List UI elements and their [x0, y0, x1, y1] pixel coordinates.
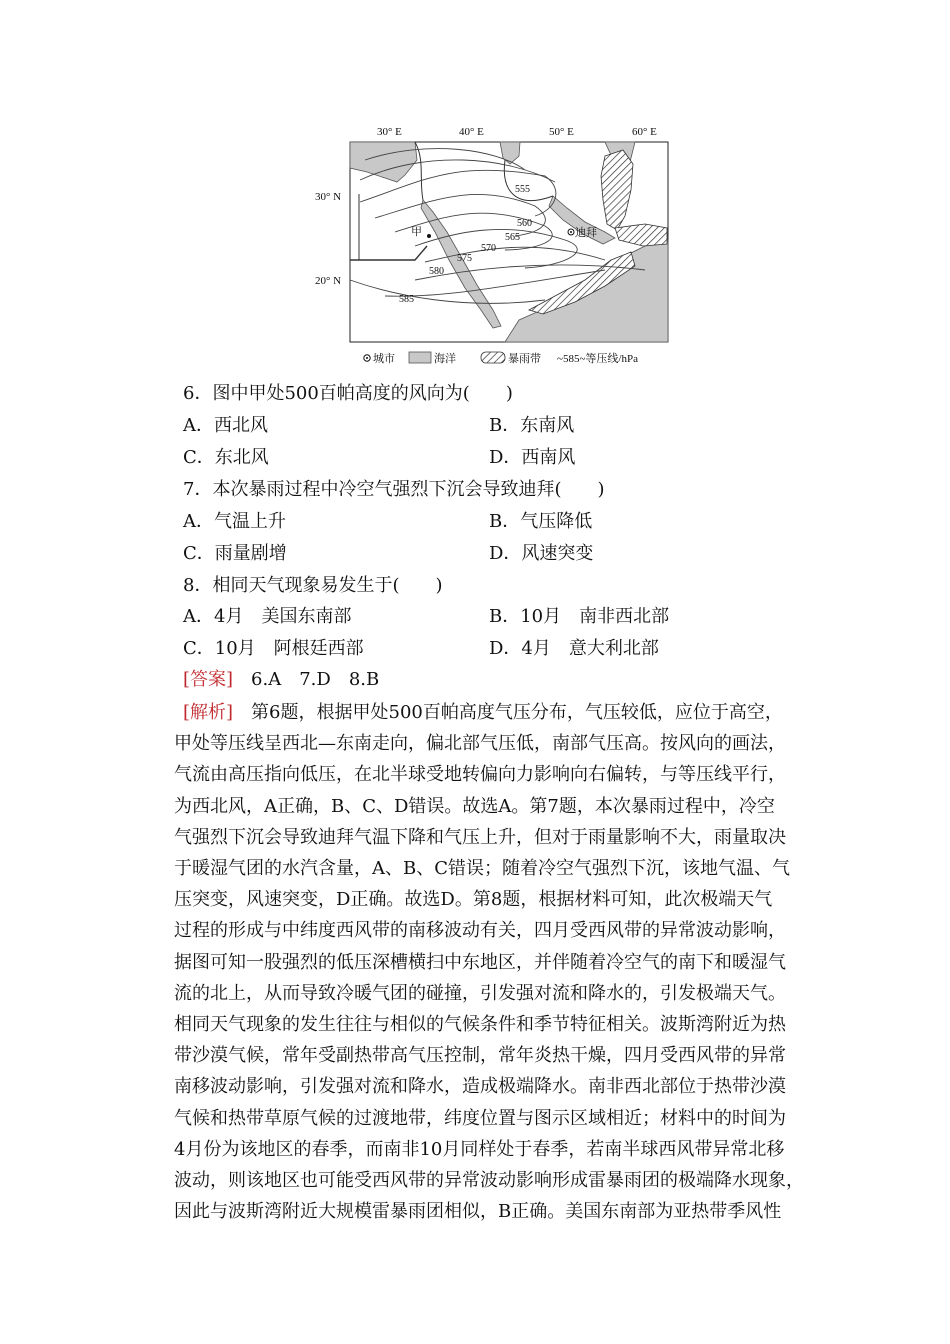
isobar-label: 585 — [399, 294, 414, 305]
question-7-stem: 7．本次暴雨过程中冷空气强烈下沉会导致迪拜( ) — [183, 479, 605, 500]
question-7-option-d: D．风速突变 — [489, 543, 594, 564]
question-6-option-c: C．东北风 — [183, 447, 269, 468]
question-8-option-b: B．10月 南非西北部 — [489, 606, 670, 627]
isobar-label: 580 — [429, 266, 444, 277]
analysis-line: 甲处等压线呈西北—东南走向，偏北部气压低，南部气压高。按风向的画法， — [174, 733, 786, 755]
question-8-option-a: A．4月 美国东南部 — [183, 606, 352, 627]
isobar-label: 570 — [481, 243, 496, 254]
analysis-line: 为西北风，A正确，B、C、D错误。故选A。第7题，本次暴雨过程中，冷空 — [174, 795, 775, 817]
analysis-line: 流的北上，从而导致冷暖气团的碰撞，引发强对流和降水的，引发极端天气。 — [174, 982, 786, 1004]
lon-label-40: 40° E — [459, 126, 484, 138]
analysis-line: 因此与波斯湾附近大规模雷暴雨团相似，B正确。美国东南部为亚热带季风性 — [174, 1201, 782, 1223]
map-legend — [364, 351, 638, 365]
answer-tag: [答案] — [183, 669, 234, 690]
isobar-label: 560 — [517, 218, 532, 229]
analysis-line: 于暖湿气团的水汽含量，A、B、C错误；随着冷空气强烈下沉，该地气温、气 — [174, 858, 790, 880]
place-dubai-label: 迪拜 — [575, 227, 597, 239]
question-8-option-c: C．10月 阿根廷西部 — [183, 638, 364, 659]
question-6-option-a: A．西北风 — [183, 415, 268, 436]
legend-storm: 暴雨带 — [508, 353, 541, 365]
place-jia-label: 甲 — [411, 226, 422, 238]
lat-label-30: 30° N — [315, 191, 342, 203]
analysis-block — [174, 697, 826, 1227]
analysis-line: 4月份为该地区的春季，而南非10月同样处于春季，若南半球西风带异常北移 — [174, 1138, 785, 1160]
map-svg — [305, 120, 675, 370]
question-7-option-a: A．气温上升 — [183, 511, 286, 532]
analysis-line: 相同天气现象的发生往往与相似的气候条件和季节特征相关。波斯湾附近为热 — [174, 1014, 786, 1036]
analysis-line: [解析] 第6题，根据甲处500百帕高度气压分布，气压较低，应位于高空， — [183, 702, 783, 723]
lon-label-50: 50° E — [549, 126, 574, 138]
analysis-line: 波动，则该地区也可能受西风带的异常波动影响形成雷暴雨团的极端降水现象， — [174, 1170, 804, 1192]
answer-line — [183, 667, 379, 693]
analysis-line: 气强烈下沉会导致迪拜气温下降和气压上升，但对于雨量影响不大，雨量取决 — [174, 826, 786, 848]
legend-city: 城市 — [373, 353, 395, 365]
storm-legend-swatch — [481, 352, 505, 363]
question-6-stem: 6．图中甲处500百帕高度的风向为( ) — [183, 383, 513, 404]
analysis-line: 带沙漠气候，常年受副热带高气压控制，常年炎热干燥，四月受西风带的异常 — [174, 1045, 786, 1067]
question-6-option-b: B．东南风 — [489, 415, 575, 436]
isobar-label: 575 — [457, 253, 472, 264]
question-7-option-c: C．雨量剧增 — [183, 543, 287, 564]
analysis-line: 压突变，风速突变，D正确。故选D。第8题，根据材料可知，此次极端天气 — [174, 889, 773, 911]
question-8-option-d: D．4月 意大利北部 — [489, 638, 659, 659]
question-6-option-d: D．西南风 — [489, 447, 576, 468]
ocean-legend-swatch — [409, 352, 431, 363]
legend-ocean: 海洋 — [434, 353, 456, 365]
lon-label-60: 60° E — [632, 126, 657, 138]
legend-isobar: ~585~等压线/hPa — [557, 353, 638, 365]
analysis-tag: [解析] — [183, 702, 234, 723]
place-jia-dot — [427, 234, 431, 238]
question-7-option-b: B．气压降低 — [489, 511, 593, 532]
analysis-line: 气流由高压指向低压，在北半球受地转偏向力影响向右偏转，与等压线平行， — [174, 764, 786, 786]
analysis-line: 气候和热带草原气候的过渡地带，纬度位置与图示区域相近；材料中的时间为 — [174, 1107, 786, 1129]
analysis-line: 南移波动影响，引发强对流和降水，造成极端降水。南非西北部位于热带沙漠 — [174, 1076, 786, 1098]
lat-label-20: 20° N — [315, 275, 342, 287]
answer-text: 6.A 7.D 8.B — [233, 669, 380, 690]
analysis-line: 据图可知一股强烈的低压深槽横扫中东地区，并伴随着冷空气的南下和暖湿气 — [174, 951, 786, 973]
question-8-stem: 8．相同天气现象易发生于( ) — [183, 575, 443, 596]
analysis-line: 过程的形成与中纬度西风带的南移波动有关，四月受西风带的异常波动影响， — [174, 920, 786, 942]
lon-label-30: 30° E — [377, 126, 402, 138]
isobar-label: 555 — [515, 184, 530, 195]
weather-map — [305, 120, 675, 370]
isobar-label: 565 — [505, 232, 520, 243]
